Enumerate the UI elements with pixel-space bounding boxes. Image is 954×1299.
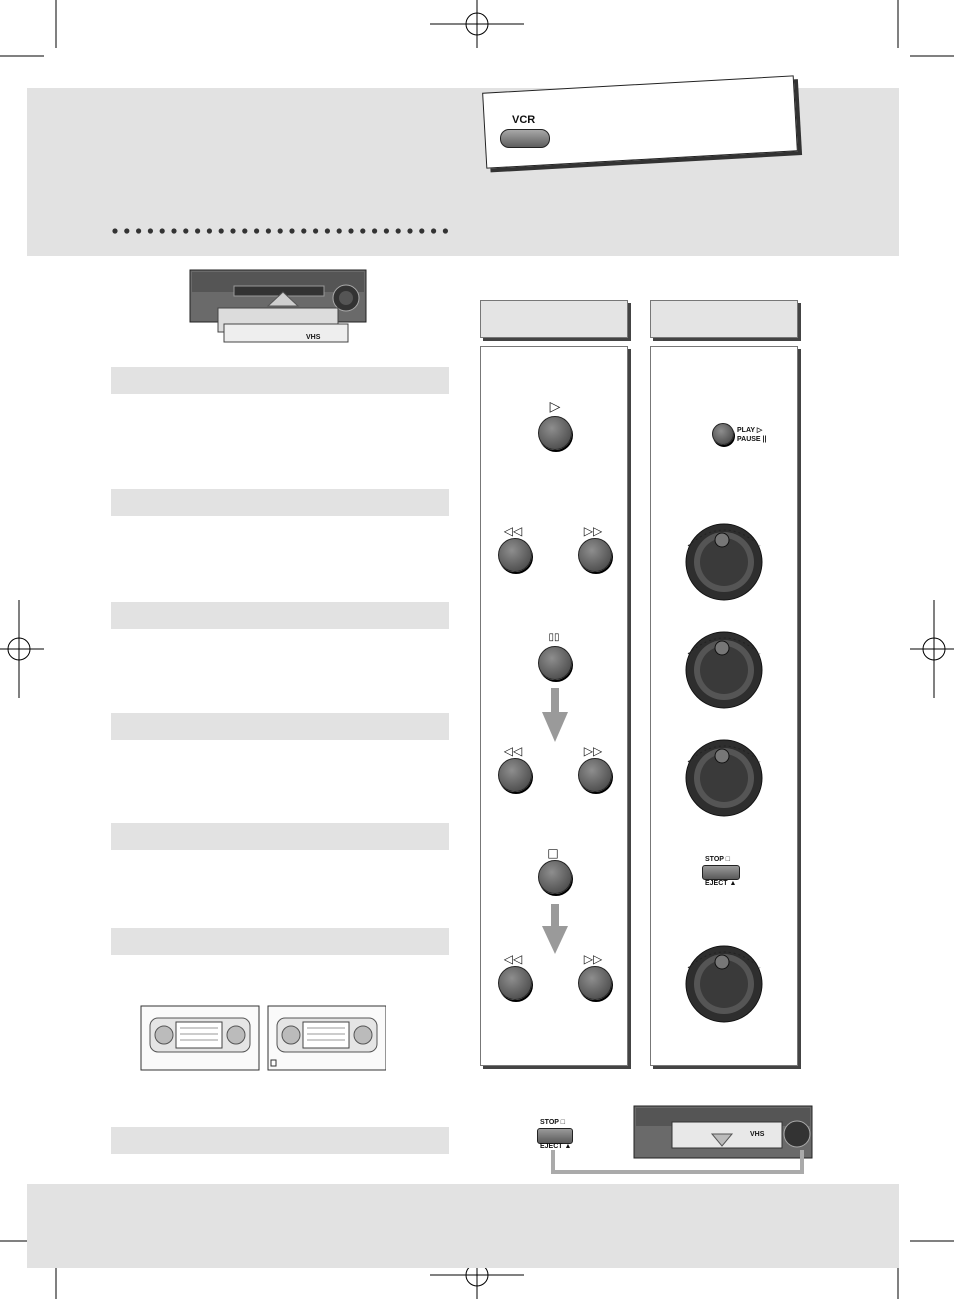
rewind-button-2[interactable] (498, 758, 532, 792)
rewind-button-3[interactable] (498, 966, 532, 1000)
vcr-column-header (650, 300, 798, 338)
section-bar-4 (111, 713, 449, 740)
rewind-button[interactable] (498, 538, 532, 572)
down-arrow-2 (540, 904, 570, 954)
play-symbol: ▷ (549, 399, 561, 415)
footer-band (27, 1184, 899, 1268)
fast-forward-symbol-3: ▷▷ (583, 952, 603, 966)
section-bar-2 (111, 489, 449, 516)
bottom-stop-label: STOP □ (540, 1119, 565, 1126)
section-bar-1 (111, 367, 449, 394)
section-bar-3 (111, 602, 449, 629)
front-play-pause-button[interactable] (712, 423, 734, 445)
down-arrow-1 (540, 688, 570, 742)
fast-forward-symbol: ▷▷ (583, 524, 603, 538)
fast-forward-button[interactable] (578, 538, 612, 572)
vhs-label-bottom: VHS (750, 1131, 765, 1138)
vcr-insert-illustration (188, 268, 370, 346)
fast-forward-button-2[interactable] (578, 758, 612, 792)
front-play-label: PLAY ▷ (737, 427, 763, 434)
bottom-stop-eject-button[interactable] (537, 1128, 573, 1144)
stop-symbol: □ (547, 846, 559, 860)
bottom-eject-label: EJECT ▲ (540, 1143, 572, 1150)
front-stop-label: STOP □ (705, 856, 730, 863)
pause-symbol: ▯▯ (548, 632, 560, 643)
pause-button[interactable] (538, 646, 572, 680)
cassette-pair (140, 1004, 386, 1072)
remote-column-header (480, 300, 628, 338)
play-button[interactable] (538, 416, 572, 450)
vhs-label-top: VHS (306, 334, 321, 341)
section-bar-6 (111, 928, 449, 955)
front-eject-label: EJECT ▲ (705, 880, 737, 887)
fast-forward-symbol-2: ▷▷ (583, 744, 603, 758)
rewind-symbol-3: ◁◁ (503, 952, 523, 966)
jog-dial-4[interactable] (674, 932, 774, 1024)
rewind-symbol-2: ◁◁ (503, 744, 523, 758)
stop-button[interactable] (538, 860, 572, 894)
fast-forward-button-3[interactable] (578, 966, 612, 1000)
jog-dial-3[interactable] (674, 728, 774, 820)
front-pause-label: PAUSE || (737, 436, 767, 443)
jog-dial-1[interactable] (674, 510, 774, 606)
vcr-button-label: VCR (512, 114, 536, 126)
dotted-rule (110, 226, 450, 236)
rewind-symbol: ◁◁ (503, 524, 523, 538)
vcr-button[interactable] (500, 129, 550, 148)
front-stop-eject-button[interactable] (702, 865, 740, 880)
eject-connector-line (548, 1148, 806, 1176)
jog-dial-2[interactable] (674, 620, 774, 712)
section-bar-7 (111, 1127, 449, 1154)
section-bar-5 (111, 823, 449, 850)
